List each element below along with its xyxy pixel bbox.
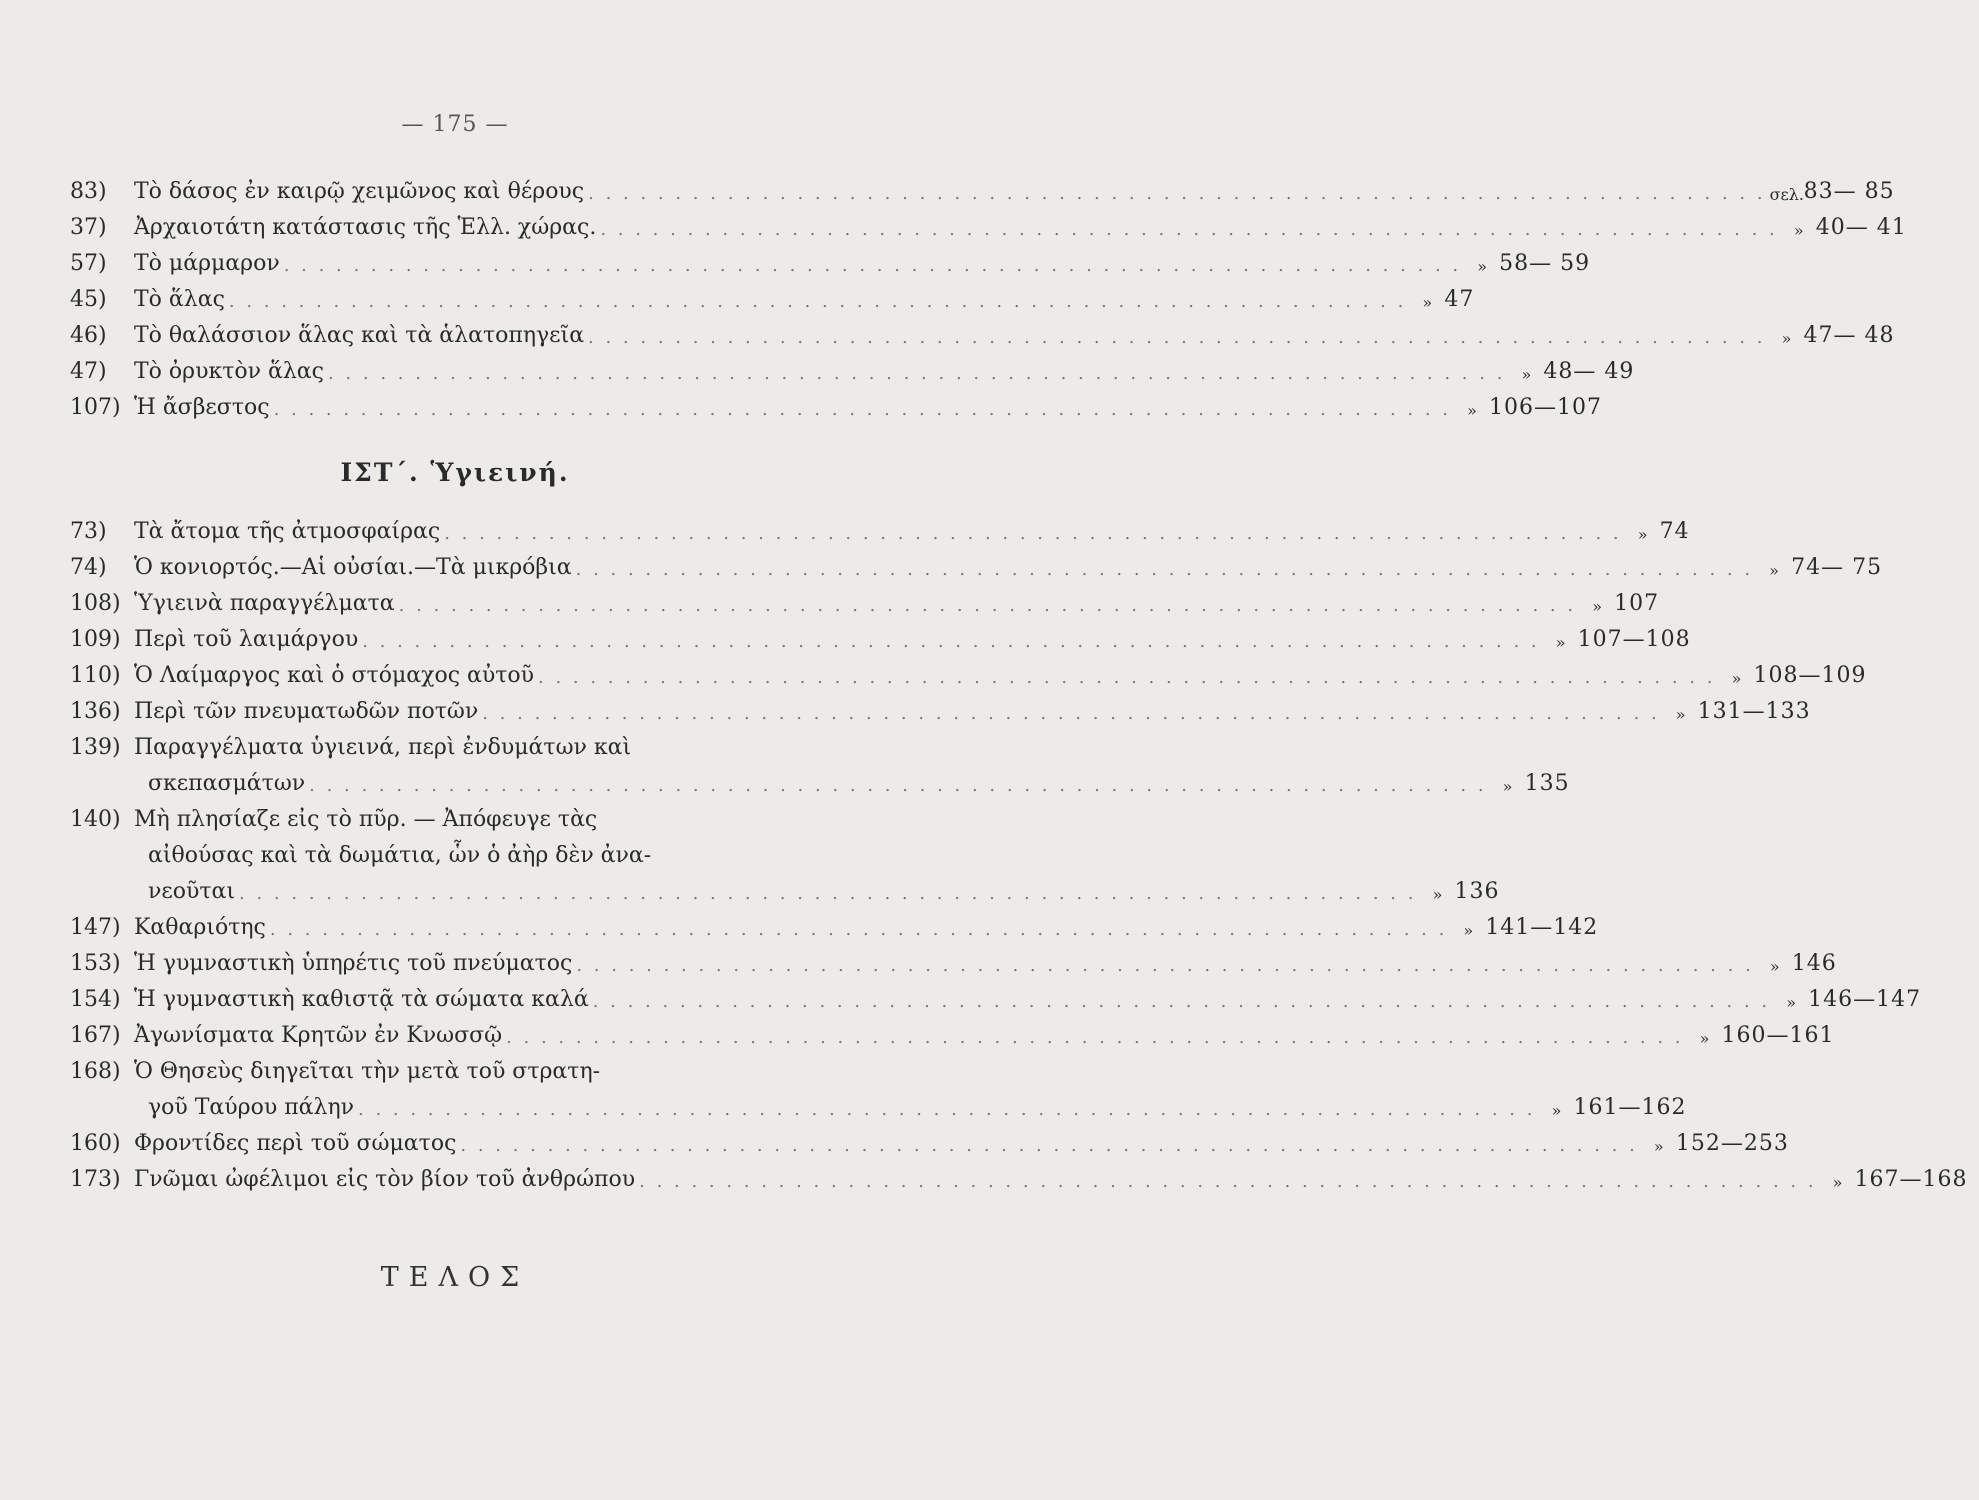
toc-entry: [70, 580, 1660, 616]
entry-title: Τὰ ἄτομα τῆς ἀτμοσφαίρας: [134, 519, 441, 544]
page-range: 47: [1444, 287, 1475, 312]
entry-number: 168): [70, 1059, 121, 1084]
entry-pages: [1580, 591, 1738, 616]
toc-entry: [70, 904, 1599, 940]
page-marker: »: [1555, 633, 1566, 652]
toc-entry: [70, 1012, 1835, 1048]
page-range: 107: [1614, 591, 1660, 616]
entry-pages: [1544, 627, 1702, 652]
entry-number: 107): [70, 395, 121, 420]
dot-leader: [270, 399, 1455, 420]
entry-title: Καθαριότης: [134, 915, 266, 940]
entry-pages: [1782, 215, 1940, 240]
toc-entry: [70, 312, 1895, 348]
entry-title: Φροντίδες περὶ τοῦ σώματος: [134, 1131, 457, 1156]
page-marker: »: [1432, 885, 1443, 904]
entry-pages: [1626, 519, 1784, 544]
page-range: 146: [1791, 951, 1837, 976]
entry-title: Ὁ Λαίμαργος καὶ ὁ στόμαχος αὐτοῦ: [134, 663, 535, 688]
entry-pages: [1757, 555, 1915, 580]
dot-leader: [280, 255, 1465, 276]
page-range: 141—142: [1485, 915, 1599, 940]
entry-title: Ὁ κονιορτός.—Αἱ οὐσίαι.—Τὰ μικρόβια: [134, 555, 572, 580]
toc-entry: [70, 1084, 1687, 1120]
page-marker: »: [1781, 329, 1792, 348]
dot-leader: [324, 363, 1509, 384]
page-marker: »: [1467, 401, 1477, 420]
entry-title: Τὸ μάρμαρον: [134, 251, 280, 276]
page-range: 58— 59: [1499, 251, 1591, 276]
entry-pages: [1455, 395, 1613, 420]
page-marker: »: [1769, 957, 1780, 976]
toc-entry: [70, 348, 1635, 384]
page-range: 136: [1454, 879, 1500, 904]
entry-number: 57): [70, 251, 107, 276]
page-range: 48— 49: [1543, 359, 1635, 384]
entry-number: 154): [70, 987, 121, 1012]
entry-pages: [1719, 663, 1877, 688]
entry-pages: [1774, 987, 1932, 1012]
entry-title: Τὸ ἅλας: [134, 287, 225, 312]
dot-leader: [584, 327, 1769, 348]
page-range: 135: [1524, 771, 1570, 796]
page-marker: »: [1551, 1101, 1562, 1120]
entry-title: αἰθούσας καὶ τὰ δωμάτια, ὧν ὁ ἀὴρ δὲν ἀνα-: [148, 843, 652, 868]
entry-number: 46): [70, 323, 107, 348]
page-number: — 175 —: [401, 112, 509, 137]
page-marker: »: [1637, 525, 1648, 544]
entry-title: Ὑγιεινὰ παραγγέλματα: [134, 591, 395, 616]
entry-title: Ἡ ἄσβεστος: [134, 395, 270, 420]
toc-entry: [70, 724, 840, 760]
entry-number: 47): [70, 359, 107, 384]
entry-number: 109): [70, 627, 121, 652]
entry-number: 108): [70, 591, 121, 616]
dot-leader: [589, 991, 1774, 1012]
toc-entry: [70, 868, 1500, 904]
entry-pages: [1410, 287, 1568, 312]
dot-leader: [596, 219, 1781, 240]
toc-entry: [70, 760, 1570, 796]
dot-leader: [354, 1099, 1539, 1120]
entry-pages: [1451, 915, 1609, 940]
page-marker: σελ.: [1769, 185, 1805, 204]
dot-leader: [235, 883, 1420, 904]
entry-pages: [1769, 323, 1927, 348]
entry-number: 173): [70, 1167, 121, 1192]
entry-number: 37): [70, 215, 107, 240]
entry-number: 83): [70, 179, 107, 204]
entry-title: Μὴ πλησίαζε εἰς τὸ πῦρ. — Ἀπόφευγε τὰς: [134, 807, 598, 832]
page-marker: »: [1731, 669, 1742, 688]
toc-entry: [70, 544, 1883, 580]
page-marker: »: [1832, 1173, 1843, 1192]
page-range: 161—162: [1573, 1095, 1687, 1120]
toc-entry: [70, 204, 1907, 240]
toc-entry: [70, 832, 840, 868]
page-marker: »: [1502, 777, 1513, 796]
dot-leader: [266, 919, 1451, 940]
dot-leader: [358, 631, 1543, 652]
toc-section-1: [70, 168, 1907, 420]
entry-number: 167): [70, 1023, 121, 1048]
entry-number: 153): [70, 951, 121, 976]
section-heading: ΙΣΤ΄. Ὑγιεινή.: [340, 458, 570, 487]
toc-entry: [70, 652, 1867, 688]
toc-entry: [70, 240, 1591, 276]
page-range: 40— 41: [1815, 215, 1907, 240]
toc-entry: [70, 384, 1602, 420]
page-marker: »: [1786, 993, 1797, 1012]
toc-entry: [70, 1156, 1968, 1192]
page-range: 146—147: [1808, 987, 1922, 1012]
toc-entry: [70, 976, 1922, 1012]
page-marker: »: [1793, 221, 1804, 240]
toc-entry: [70, 508, 1690, 544]
entry-title: Ὁ Θησεὺς διηγεῖται τὴν μετὰ τοῦ στρατη-: [134, 1059, 601, 1084]
entry-number: 45): [70, 287, 107, 312]
toc-section-2: [70, 508, 1968, 1192]
dot-leader: [478, 703, 1663, 724]
toc-entry: [70, 688, 1811, 724]
page-marker: »: [1592, 597, 1602, 616]
entry-title: Τὸ δάσος ἐν καιρῷ χειμῶνος καὶ θέρους: [134, 179, 585, 204]
entry-title: Περὶ τοῦ λαιμάργου: [134, 627, 359, 652]
entry-title: Ἀρχαιοτάτη κατάστασις τῆς Ἑλλ. χώρας.: [134, 215, 597, 240]
entry-pages: [1688, 1023, 1846, 1048]
entry-number: 136): [70, 699, 121, 724]
page-range: 83— 85: [1803, 179, 1895, 204]
entry-title: Παραγγέλματα ὑγιεινά, περὶ ἐνδυμάτων καὶ: [134, 735, 632, 760]
page-range: 160—161: [1721, 1023, 1835, 1048]
page-marker: »: [1653, 1137, 1664, 1156]
entry-title: Γνῶμαι ὠφέλιμοι εἰς τὸν βίον τοῦ ἀνθρώπου: [134, 1167, 636, 1192]
toc-entry: [70, 796, 840, 832]
entry-number: 147): [70, 915, 121, 940]
toc-entry: [70, 940, 1837, 976]
page-marker: »: [1769, 561, 1779, 580]
dot-leader: [305, 775, 1490, 796]
page-range: 108—109: [1753, 663, 1867, 688]
dot-leader: [225, 291, 1410, 312]
entry-number: 139): [70, 735, 121, 760]
toc-entry: [70, 616, 1691, 652]
entry-title: Ἀγωνίσματα Κρητῶν ἐν Κνωσσῷ: [134, 1023, 503, 1048]
toc-entry: [70, 168, 1895, 204]
entry-title: γοῦ Ταύρου πάλην: [148, 1095, 355, 1120]
entry-title: σκεπασμάτων: [148, 771, 306, 796]
page-range: 167—168: [1854, 1167, 1968, 1192]
end-text: ΤΕΛΟΣ: [380, 1262, 530, 1293]
entry-title: Ἡ γυμναστικὴ ὑπηρέτις τοῦ πνεύματος: [134, 951, 573, 976]
toc-entry: [70, 1048, 840, 1084]
entry-title: Τὸ θαλάσσιον ἅλας καὶ τὰ ἁλατοπηγεῖα: [134, 323, 585, 348]
page-marker: »: [1477, 257, 1488, 276]
entry-number: 140): [70, 807, 121, 832]
entry-pages: [1642, 1131, 1800, 1156]
dot-leader: [584, 183, 1769, 204]
toc-entry: [70, 276, 1475, 312]
entry-pages: [1465, 251, 1623, 276]
page-marker: »: [1521, 365, 1532, 384]
entry-pages: [1420, 879, 1578, 904]
dot-leader: [440, 523, 1625, 544]
page-marker: »: [1675, 705, 1686, 724]
page-marker: »: [1463, 921, 1474, 940]
entry-number: 160): [70, 1131, 121, 1156]
entry-pages: [1770, 179, 1928, 204]
entry-title: Ἡ γυμναστικὴ καθιστᾷ τὰ σώματα καλά: [134, 987, 589, 1012]
dot-leader: [572, 559, 1757, 580]
entry-pages: [1539, 1095, 1697, 1120]
entry-title: Τὸ ὀρυκτὸν ἅλας: [134, 359, 324, 384]
page-range: 74: [1659, 519, 1690, 544]
entry-title: Περὶ τῶν πνευματωδῶν ποτῶν: [134, 699, 479, 724]
dot-leader: [395, 595, 1580, 616]
entry-pages: [1821, 1167, 1979, 1192]
page-range: 131—133: [1697, 699, 1811, 724]
page-marker: »: [1699, 1029, 1710, 1048]
entry-title: νεοῦται: [148, 879, 236, 904]
dot-leader: [534, 667, 1719, 688]
dot-leader: [635, 1171, 1820, 1192]
entry-number: 73): [70, 519, 107, 544]
page-range: 106—107: [1489, 395, 1602, 420]
entry-number: 110): [70, 663, 121, 688]
page-range: 74— 75: [1791, 555, 1883, 580]
entry-pages: [1758, 951, 1916, 976]
entry-pages: [1509, 359, 1667, 384]
page-marker: »: [1422, 293, 1433, 312]
dot-leader: [572, 955, 1757, 976]
dot-leader: [456, 1135, 1641, 1156]
page-range: 47— 48: [1803, 323, 1895, 348]
dot-leader: [502, 1027, 1687, 1048]
entry-number: 74): [70, 555, 107, 580]
page-range: 152—253: [1675, 1131, 1789, 1156]
entry-pages: [1491, 771, 1649, 796]
page-range: 107—108: [1577, 627, 1691, 652]
toc-entry: [70, 1120, 1789, 1156]
entry-pages: [1664, 699, 1822, 724]
